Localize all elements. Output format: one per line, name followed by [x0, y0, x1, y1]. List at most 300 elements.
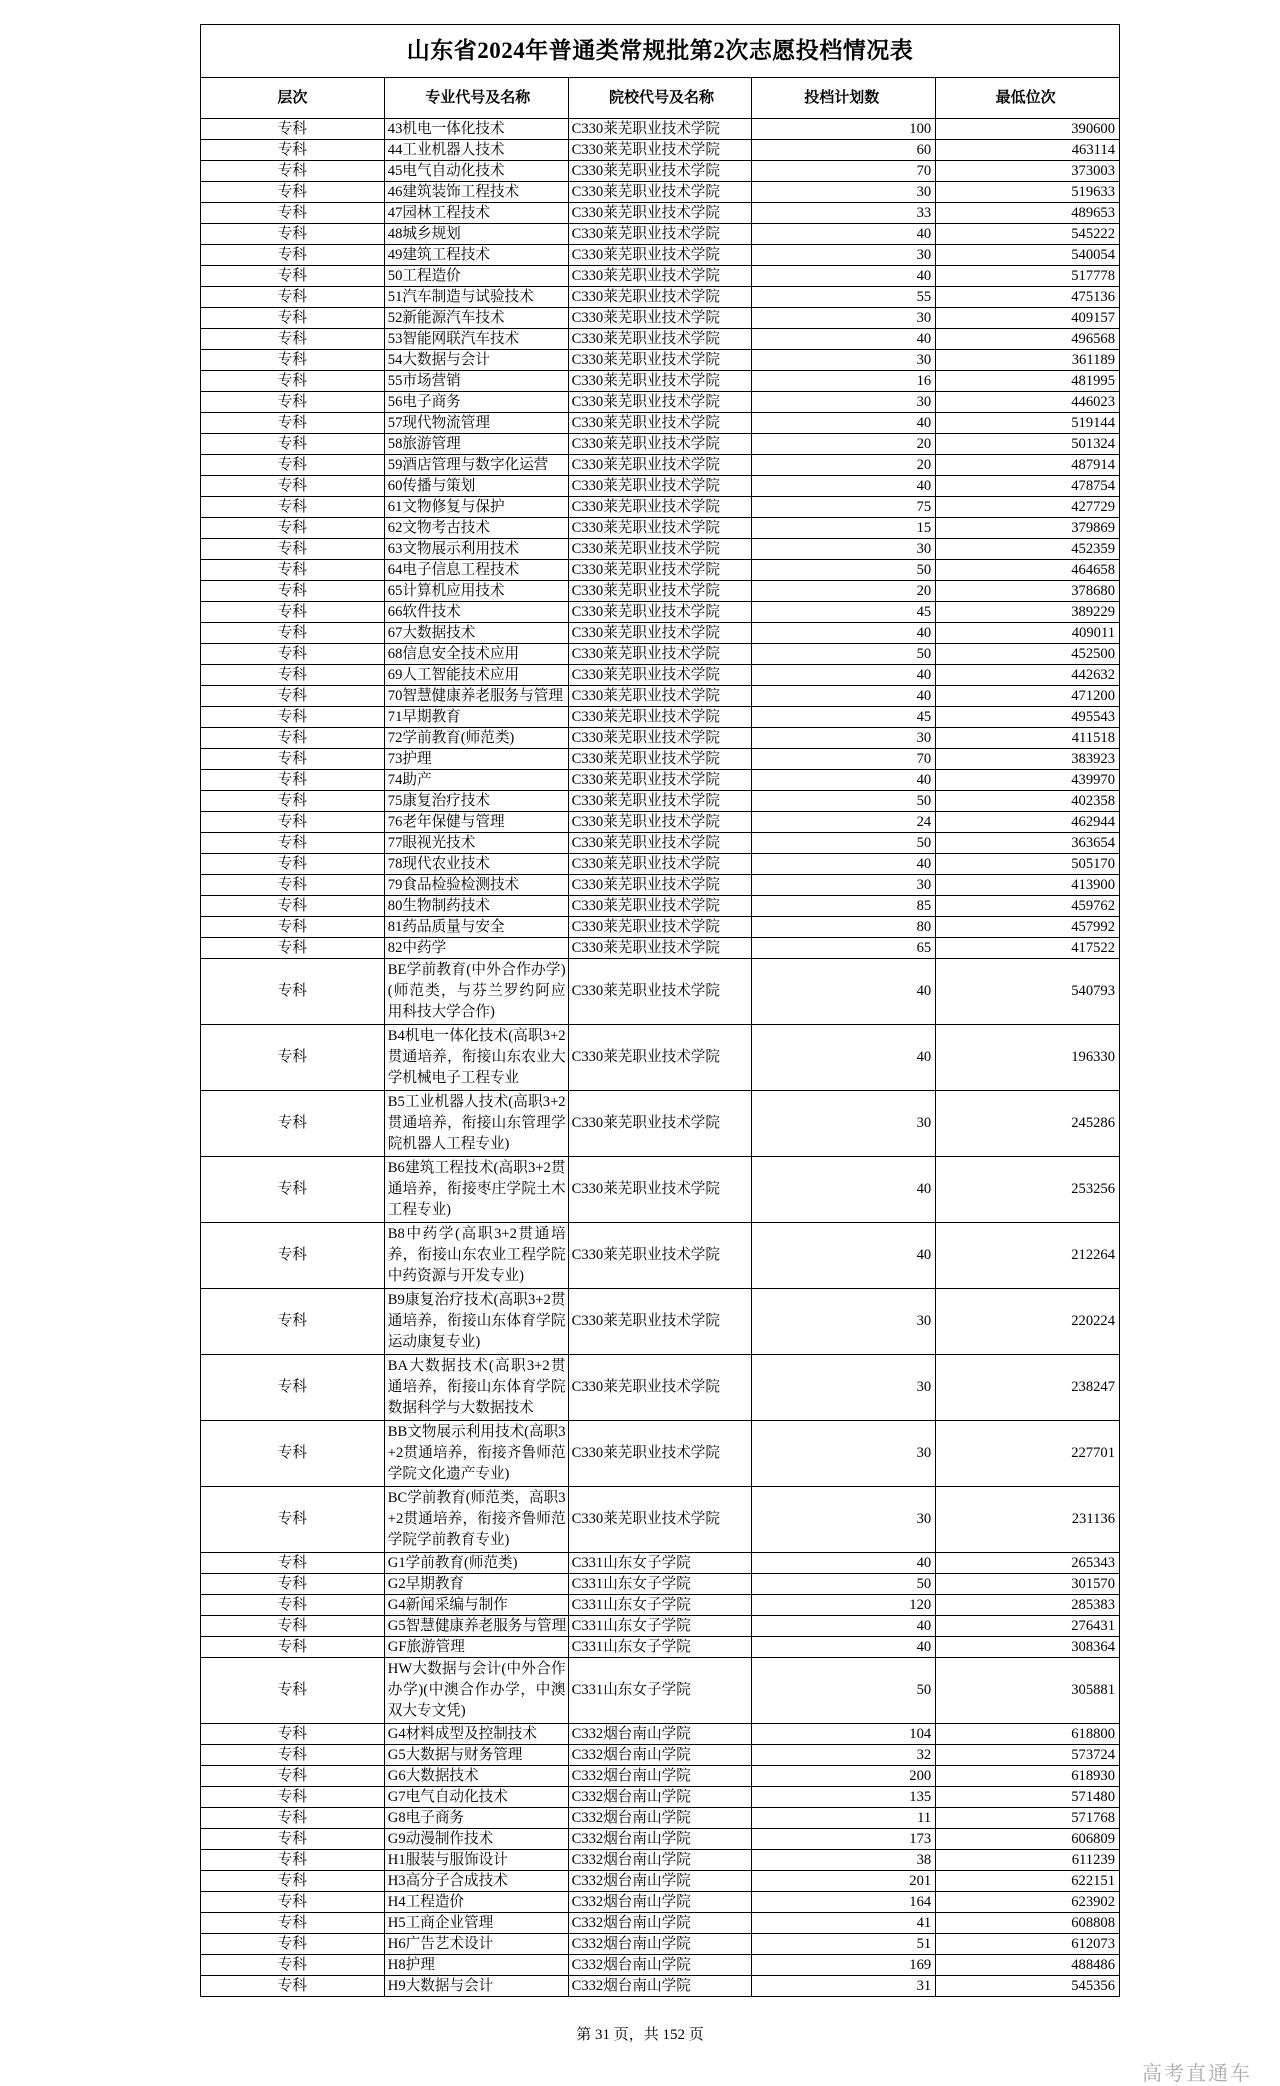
cell-school: C330莱芜职业技术学院	[568, 308, 752, 329]
cell-school: C331山东女子学院	[568, 1637, 752, 1658]
cell-rank: 227701	[936, 1421, 1120, 1487]
cell-plan: 20	[752, 581, 936, 602]
cell-plan: 173	[752, 1829, 936, 1850]
cell-school: C330莱芜职业技术学院	[568, 896, 752, 917]
cell-plan: 85	[752, 896, 936, 917]
table-row	[201, 1157, 1120, 1223]
cell-school: C332烟台南山学院	[568, 1808, 752, 1829]
table-row	[201, 728, 1120, 749]
cell-rank: 488486	[936, 1955, 1120, 1976]
cell-plan: 40	[752, 770, 936, 791]
table-row	[201, 770, 1120, 791]
cell-major: BE学前教育(中外合作办学)(师范类，与芬兰罗约阿应用科技大学合作)	[384, 959, 568, 1025]
cell-plan: 50	[752, 833, 936, 854]
table-row	[201, 602, 1120, 623]
cell-rank: 220224	[936, 1289, 1120, 1355]
table-row	[201, 1871, 1120, 1892]
cell-school: C330莱芜职业技术学院	[568, 287, 752, 308]
table-row	[201, 413, 1120, 434]
cell-rank: 196330	[936, 1025, 1120, 1091]
table-row	[201, 1850, 1120, 1871]
table-row	[201, 665, 1120, 686]
table-row	[201, 1025, 1120, 1091]
cell-plan: 169	[752, 1955, 936, 1976]
table-row	[201, 1934, 1120, 1955]
cell-level: 专科	[201, 875, 385, 896]
cell-rank: 495543	[936, 707, 1120, 728]
cell-school: C330莱芜职业技术学院	[568, 245, 752, 266]
cell-major: G8电子商务	[384, 1808, 568, 1829]
table-row	[201, 245, 1120, 266]
cell-major: 77眼视光技术	[384, 833, 568, 854]
cell-major: 53智能网联汽车技术	[384, 329, 568, 350]
cell-rank: 457992	[936, 917, 1120, 938]
cell-school: C330莱芜职业技术学院	[568, 224, 752, 245]
cell-plan: 30	[752, 1421, 936, 1487]
cell-level: 专科	[201, 1976, 385, 1997]
table-row	[201, 161, 1120, 182]
cell-school: C330莱芜职业技术学院	[568, 581, 752, 602]
cell-level: 专科	[201, 602, 385, 623]
cell-plan: 65	[752, 938, 936, 959]
cell-school: C330莱芜职业技术学院	[568, 875, 752, 896]
cell-rank: 611239	[936, 1850, 1120, 1871]
cell-rank: 608808	[936, 1913, 1120, 1934]
cell-major: 51汽车制造与试验技术	[384, 287, 568, 308]
cell-rank: 623902	[936, 1892, 1120, 1913]
table-row	[201, 623, 1120, 644]
cell-major: 62文物考古技术	[384, 518, 568, 539]
cell-rank: 378680	[936, 581, 1120, 602]
cell-level: 专科	[201, 1574, 385, 1595]
cell-plan: 55	[752, 287, 936, 308]
cell-school: C330莱芜职业技术学院	[568, 749, 752, 770]
cell-school: C330莱芜职业技术学院	[568, 455, 752, 476]
cell-plan: 40	[752, 266, 936, 287]
cell-school: C330莱芜职业技术学院	[568, 833, 752, 854]
table-row	[201, 371, 1120, 392]
cell-rank: 301570	[936, 1574, 1120, 1595]
cell-major: BC学前教育(师范类，高职3+2贯通培养，衔接齐鲁师范学院学前教育专业)	[384, 1487, 568, 1553]
cell-rank: 439970	[936, 770, 1120, 791]
table-row	[201, 1223, 1120, 1289]
table-row	[201, 1421, 1120, 1487]
cell-plan: 20	[752, 434, 936, 455]
table-row	[201, 791, 1120, 812]
cell-rank: 389229	[936, 602, 1120, 623]
cell-major: G9动漫制作技术	[384, 1829, 568, 1850]
cell-level: 专科	[201, 791, 385, 812]
cell-school: C330莱芜职业技术学院	[568, 1487, 752, 1553]
cell-school: C330莱芜职业技术学院	[568, 413, 752, 434]
cell-major: 63文物展示利用技术	[384, 539, 568, 560]
cell-level: 专科	[201, 749, 385, 770]
cell-level: 专科	[201, 623, 385, 644]
cell-rank: 612073	[936, 1934, 1120, 1955]
cell-plan: 32	[752, 1745, 936, 1766]
cell-major: B9康复治疗技术(高职3+2贯通培养，衔接山东体育学院运动康复专业)	[384, 1289, 568, 1355]
table-row	[201, 1913, 1120, 1934]
table-row	[201, 1616, 1120, 1637]
cell-plan: 45	[752, 602, 936, 623]
cell-major: 61文物修复与保护	[384, 497, 568, 518]
cell-major: 66软件技术	[384, 602, 568, 623]
cell-school: C332烟台南山学院	[568, 1745, 752, 1766]
cell-major: 69人工智能技术应用	[384, 665, 568, 686]
cell-major: 76老年保健与管理	[384, 812, 568, 833]
cell-school: C330莱芜职业技术学院	[568, 140, 752, 161]
cell-school: C330莱芜职业技术学院	[568, 644, 752, 665]
table-row	[201, 938, 1120, 959]
cell-plan: 30	[752, 875, 936, 896]
cell-major: 45电气自动化技术	[384, 161, 568, 182]
cell-major: 64电子信息工程技术	[384, 560, 568, 581]
cell-plan: 30	[752, 350, 936, 371]
cell-major: 75康复治疗技术	[384, 791, 568, 812]
cell-major: 54大数据与会计	[384, 350, 568, 371]
cell-plan: 40	[752, 1157, 936, 1223]
cell-level: 专科	[201, 455, 385, 476]
cell-plan: 30	[752, 392, 936, 413]
cell-rank: 487914	[936, 455, 1120, 476]
cell-level: 专科	[201, 1787, 385, 1808]
table-row	[201, 959, 1120, 1025]
cell-school: C331山东女子学院	[568, 1616, 752, 1637]
cell-major: 55市场营销	[384, 371, 568, 392]
cell-school: C330莱芜职业技术学院	[568, 791, 752, 812]
cell-rank: 573724	[936, 1745, 1120, 1766]
cell-school: C330莱芜职业技术学院	[568, 728, 752, 749]
cell-level: 专科	[201, 245, 385, 266]
cell-level: 专科	[201, 1724, 385, 1745]
table-row	[201, 182, 1120, 203]
cell-major: G5大数据与财务管理	[384, 1745, 568, 1766]
cell-plan: 15	[752, 518, 936, 539]
cell-rank: 413900	[936, 875, 1120, 896]
cell-rank: 519633	[936, 182, 1120, 203]
cell-rank: 545222	[936, 224, 1120, 245]
table-body	[201, 25, 1120, 1997]
cell-rank: 517778	[936, 266, 1120, 287]
cell-rank: 285383	[936, 1595, 1120, 1616]
cell-plan: 50	[752, 791, 936, 812]
cell-level: 专科	[201, 917, 385, 938]
cell-rank: 540054	[936, 245, 1120, 266]
cell-plan: 30	[752, 1487, 936, 1553]
cell-major: H8护理	[384, 1955, 568, 1976]
cell-school: C330莱芜职业技术学院	[568, 1223, 752, 1289]
cell-rank: 471200	[936, 686, 1120, 707]
cell-rank: 463114	[936, 140, 1120, 161]
cell-school: C332烟台南山学院	[568, 1787, 752, 1808]
table-row	[201, 560, 1120, 581]
cell-plan: 16	[752, 371, 936, 392]
cell-school: C330莱芜职业技术学院	[568, 959, 752, 1025]
cell-plan: 30	[752, 1091, 936, 1157]
cell-plan: 70	[752, 749, 936, 770]
cell-plan: 40	[752, 623, 936, 644]
table-row	[201, 308, 1120, 329]
column-header-plan: 投档计划数	[752, 78, 936, 119]
cell-plan: 104	[752, 1724, 936, 1745]
admission-table	[200, 24, 1120, 1997]
cell-level: 专科	[201, 476, 385, 497]
cell-level: 专科	[201, 392, 385, 413]
table-row	[201, 497, 1120, 518]
cell-major: 70智慧健康养老服务与管理	[384, 686, 568, 707]
cell-school: C331山东女子学院	[568, 1595, 752, 1616]
cell-rank: 308364	[936, 1637, 1120, 1658]
cell-level: 专科	[201, 728, 385, 749]
table-row	[201, 1787, 1120, 1808]
cell-level: 专科	[201, 1091, 385, 1157]
table-row	[201, 1091, 1120, 1157]
cell-level: 专科	[201, 1289, 385, 1355]
cell-level: 专科	[201, 1829, 385, 1850]
cell-major: B8中药学(高职3+2贯通培养，衔接山东农业工程学院中药资源与开发专业)	[384, 1223, 568, 1289]
column-header-major: 专业代号及名称	[384, 78, 568, 119]
cell-major: H1服装与服饰设计	[384, 1850, 568, 1871]
cell-school: C330莱芜职业技术学院	[568, 812, 752, 833]
cell-plan: 40	[752, 854, 936, 875]
cell-level: 专科	[201, 1616, 385, 1637]
table-row	[201, 434, 1120, 455]
cell-level: 专科	[201, 1808, 385, 1829]
cell-level: 专科	[201, 707, 385, 728]
cell-level: 专科	[201, 1766, 385, 1787]
cell-level: 专科	[201, 413, 385, 434]
cell-level: 专科	[201, 350, 385, 371]
cell-school: C330莱芜职业技术学院	[568, 854, 752, 875]
cell-rank: 519144	[936, 413, 1120, 434]
table-row	[201, 119, 1120, 140]
table-row	[201, 812, 1120, 833]
table-row	[201, 1355, 1120, 1421]
cell-level: 专科	[201, 119, 385, 140]
cell-plan: 135	[752, 1787, 936, 1808]
cell-rank: 501324	[936, 434, 1120, 455]
table-row	[201, 917, 1120, 938]
table-row	[201, 1574, 1120, 1595]
cell-major: 68信息安全技术应用	[384, 644, 568, 665]
cell-school: C330莱芜职业技术学院	[568, 623, 752, 644]
cell-plan: 33	[752, 203, 936, 224]
cell-plan: 45	[752, 707, 936, 728]
cell-plan: 80	[752, 917, 936, 938]
cell-major: G2早期教育	[384, 1574, 568, 1595]
cell-major: G5智慧健康养老服务与管理	[384, 1616, 568, 1637]
cell-rank: 212264	[936, 1223, 1120, 1289]
table-row	[201, 518, 1120, 539]
cell-rank: 245286	[936, 1091, 1120, 1157]
cell-school: C330莱芜职业技术学院	[568, 350, 752, 371]
table-row	[201, 1745, 1120, 1766]
cell-level: 专科	[201, 854, 385, 875]
table-row	[201, 140, 1120, 161]
cell-plan: 51	[752, 1934, 936, 1955]
cell-rank: 361189	[936, 350, 1120, 371]
cell-major: 73护理	[384, 749, 568, 770]
table-row	[201, 581, 1120, 602]
cell-level: 专科	[201, 560, 385, 581]
cell-rank: 489653	[936, 203, 1120, 224]
cell-major: H4工程造价	[384, 1892, 568, 1913]
cell-plan: 31	[752, 1976, 936, 1997]
cell-plan: 40	[752, 1223, 936, 1289]
cell-plan: 40	[752, 224, 936, 245]
table-row	[201, 875, 1120, 896]
cell-major: 48城乡规划	[384, 224, 568, 245]
table-row	[201, 1658, 1120, 1724]
cell-plan: 75	[752, 497, 936, 518]
table-row	[201, 266, 1120, 287]
cell-level: 专科	[201, 518, 385, 539]
cell-plan: 30	[752, 245, 936, 266]
cell-plan: 40	[752, 476, 936, 497]
cell-school: C330莱芜职业技术学院	[568, 770, 752, 791]
cell-plan: 40	[752, 329, 936, 350]
cell-level: 专科	[201, 1637, 385, 1658]
cell-school: C330莱芜职业技术学院	[568, 329, 752, 350]
cell-plan: 40	[752, 1616, 936, 1637]
cell-plan: 60	[752, 140, 936, 161]
cell-major: G4新闻采编与制作	[384, 1595, 568, 1616]
cell-rank: 238247	[936, 1355, 1120, 1421]
cell-plan: 30	[752, 308, 936, 329]
cell-major: 46建筑装饰工程技术	[384, 182, 568, 203]
cell-major: BA大数据技术(高职3+2贯通培养，衔接山东体育学院数据科学与大数据技术	[384, 1355, 568, 1421]
cell-rank: 475136	[936, 287, 1120, 308]
cell-rank: 390600	[936, 119, 1120, 140]
cell-major: B5工业机器人技术(高职3+2贯通培养，衔接山东管理学院机器人工程专业)	[384, 1091, 568, 1157]
table-row	[201, 1289, 1120, 1355]
cell-rank: 402358	[936, 791, 1120, 812]
table-row	[201, 350, 1120, 371]
table-row	[201, 1766, 1120, 1787]
cell-school: C330莱芜职业技术学院	[568, 539, 752, 560]
cell-school: C332烟台南山学院	[568, 1871, 752, 1892]
cell-level: 专科	[201, 224, 385, 245]
cell-level: 专科	[201, 644, 385, 665]
cell-rank: 571480	[936, 1787, 1120, 1808]
cell-school: C332烟台南山学院	[568, 1829, 752, 1850]
cell-school: C332烟台南山学院	[568, 1892, 752, 1913]
cell-major: 57现代物流管理	[384, 413, 568, 434]
cell-rank: 276431	[936, 1616, 1120, 1637]
table-row	[201, 1553, 1120, 1574]
cell-plan: 30	[752, 728, 936, 749]
cell-plan: 24	[752, 812, 936, 833]
cell-major: 72学前教育(师范类)	[384, 728, 568, 749]
cell-major: 43机电一体化技术	[384, 119, 568, 140]
table-row	[201, 287, 1120, 308]
cell-plan: 41	[752, 1913, 936, 1934]
table-row	[201, 686, 1120, 707]
cell-major: 50工程造价	[384, 266, 568, 287]
cell-plan: 30	[752, 539, 936, 560]
cell-major: 74助产	[384, 770, 568, 791]
cell-plan: 11	[752, 1808, 936, 1829]
cell-level: 专科	[201, 308, 385, 329]
cell-rank: 496568	[936, 329, 1120, 350]
cell-major: G6大数据技术	[384, 1766, 568, 1787]
cell-plan: 40	[752, 1553, 936, 1574]
cell-level: 专科	[201, 1871, 385, 1892]
cell-plan: 30	[752, 182, 936, 203]
cell-rank: 427729	[936, 497, 1120, 518]
table-row	[201, 329, 1120, 350]
cell-school: C330莱芜职业技术学院	[568, 476, 752, 497]
cell-rank: 452359	[936, 539, 1120, 560]
cell-major: G7电气自动化技术	[384, 1787, 568, 1808]
cell-major: 60传播与策划	[384, 476, 568, 497]
cell-major: 58旅游管理	[384, 434, 568, 455]
cell-rank: 409157	[936, 308, 1120, 329]
cell-plan: 30	[752, 1355, 936, 1421]
cell-level: 专科	[201, 833, 385, 854]
table-row	[201, 203, 1120, 224]
cell-level: 专科	[201, 581, 385, 602]
cell-rank: 417522	[936, 938, 1120, 959]
cell-level: 专科	[201, 1934, 385, 1955]
cell-school: C330莱芜职业技术学院	[568, 518, 752, 539]
table-row	[201, 455, 1120, 476]
cell-major: BB文物展示利用技术(高职3+2贯通培养，衔接齐鲁师范学院文化遗产专业)	[384, 1421, 568, 1487]
cell-school: C331山东女子学院	[568, 1574, 752, 1595]
page-footer: 第 31 页，共 152 页	[576, 2027, 704, 2043]
cell-level: 专科	[201, 329, 385, 350]
cell-rank: 409011	[936, 623, 1120, 644]
title-row	[201, 25, 1120, 78]
cell-major: GF旅游管理	[384, 1637, 568, 1658]
cell-level: 专科	[201, 1658, 385, 1724]
cell-school: C330莱芜职业技术学院	[568, 602, 752, 623]
cell-school: C330莱芜职业技术学院	[568, 497, 752, 518]
cell-level: 专科	[201, 1595, 385, 1616]
cell-major: 78现代农业技术	[384, 854, 568, 875]
cell-rank: 363654	[936, 833, 1120, 854]
cell-major: H3高分子合成技术	[384, 1871, 568, 1892]
cell-school: C332烟台南山学院	[568, 1913, 752, 1934]
cell-rank: 383923	[936, 749, 1120, 770]
cell-school: C330莱芜职业技术学院	[568, 665, 752, 686]
cell-major: 80生物制药技术	[384, 896, 568, 917]
cell-school: C330莱芜职业技术学院	[568, 161, 752, 182]
cell-level: 专科	[201, 266, 385, 287]
cell-school: C330莱芜职业技术学院	[568, 1025, 752, 1091]
table-row	[201, 833, 1120, 854]
cell-school: C330莱芜职业技术学院	[568, 1289, 752, 1355]
cell-plan: 70	[752, 161, 936, 182]
cell-rank: 462944	[936, 812, 1120, 833]
cell-level: 专科	[201, 1892, 385, 1913]
cell-level: 专科	[201, 1421, 385, 1487]
cell-school: C330莱芜职业技术学院	[568, 1091, 752, 1157]
cell-school: C330莱芜职业技术学院	[568, 203, 752, 224]
table-row	[201, 1892, 1120, 1913]
cell-rank: 379869	[936, 518, 1120, 539]
cell-rank: 618800	[936, 1724, 1120, 1745]
table-row	[201, 644, 1120, 665]
cell-major: 59酒店管理与数字化运营	[384, 455, 568, 476]
cell-rank: 545356	[936, 1976, 1120, 1997]
cell-rank: 253256	[936, 1157, 1120, 1223]
cell-school: C332烟台南山学院	[568, 1766, 752, 1787]
cell-plan: 40	[752, 1025, 936, 1091]
cell-level: 专科	[201, 812, 385, 833]
cell-school: C330莱芜职业技术学院	[568, 560, 752, 581]
cell-level: 专科	[201, 161, 385, 182]
